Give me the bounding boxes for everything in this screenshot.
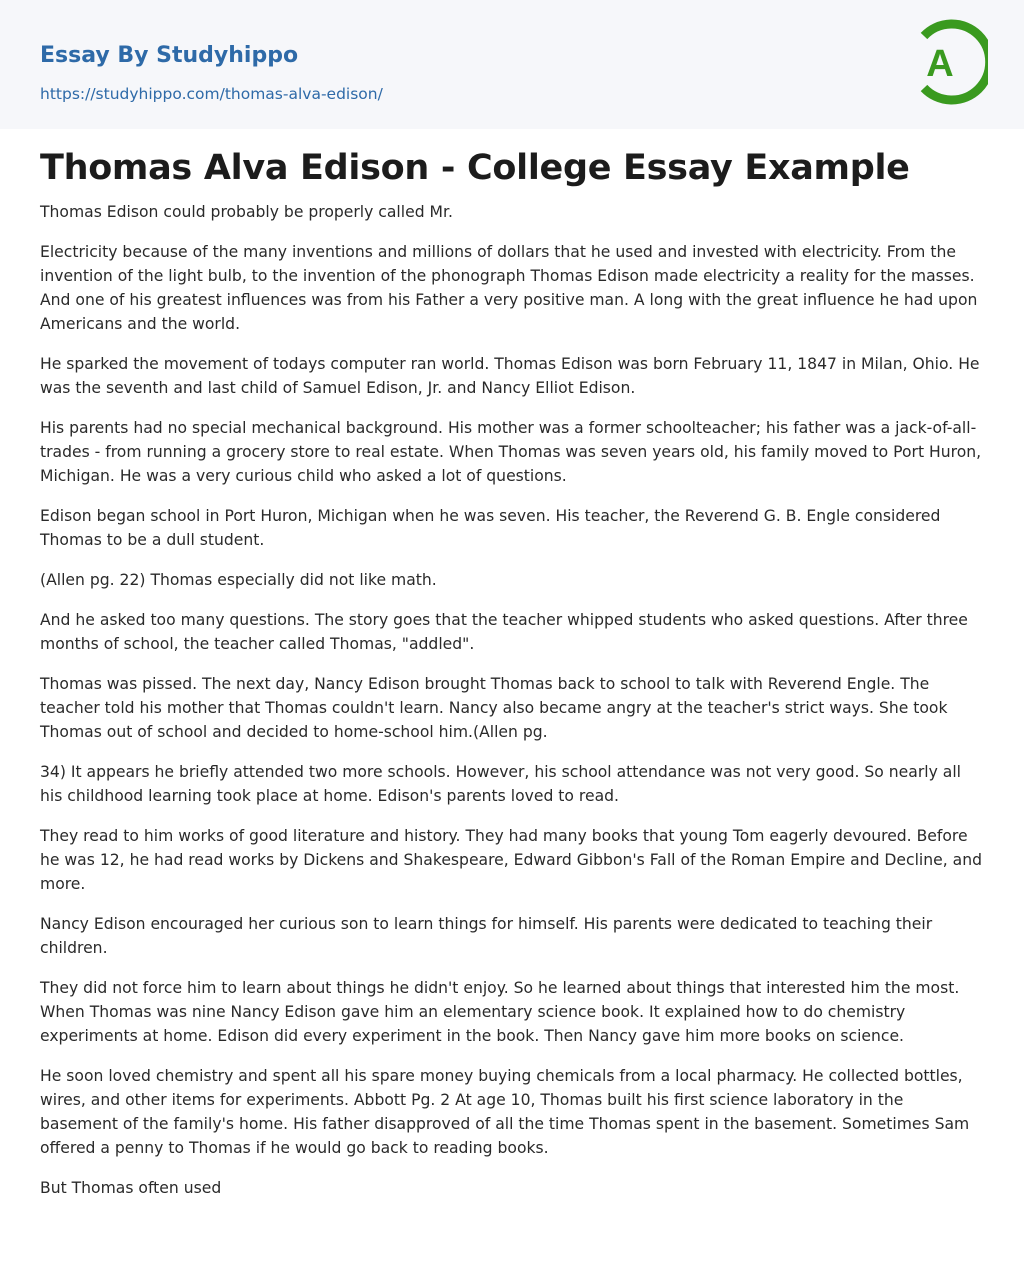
- essay-paragraph: Thomas Edison could probably be properly called Mr.: [40, 203, 453, 221]
- essay-paragraph: (Allen pg. 22) Thomas especially did not like math.: [40, 571, 437, 589]
- essay-paragraph: And he asked too many questions. The story goes that the teacher whipped students who asked questions. After three months of school, the teacher called Thomas, "addled".: [40, 611, 968, 653]
- essay-paragraph: Thomas was pissed. The next day, Nancy Edison brought Thomas back to school to talk with Reverend Engle. The teacher told his mother that Thomas couldn't learn. Nancy also became angry at the teacher's strict ways. She took Thomas out of school and decided to home-school him.(Allen pg.: [40, 675, 948, 741]
- site-brand-link[interactable]: Essay By Studyhippo: [40, 43, 299, 68]
- site-header: [0, 0, 1024, 129]
- essay-paragraph: Edison began school in Port Huron, Michigan when he was seven. His teacher, the Reverend G. B. Engle considered Thomas to be a dull student.: [40, 507, 941, 549]
- essay-body: [40, 200, 985, 1216]
- essay-paragraph: He soon loved chemistry and spent all his spare money buying chemicals from a local pharmacy. He collected bottles, wires, and other items for experiments. Abbott Pg. 2 At age 10, Thomas built his first science laboratory in the basement of the family's home. His father disapproved of all the time Thomas spent in the basement. Sometimes Sam offered a penny to Thomas if he would go back to reading books.: [40, 1067, 970, 1157]
- source-url-link[interactable]: https://studyhippo.com/thomas-alva-edison/: [40, 85, 383, 103]
- essay-paragraph: Nancy Edison encouraged her curious son to learn things for himself. His parents were dedicated to teaching their children.: [40, 915, 933, 957]
- essay-paragraph: He sparked the movement of todays computer ran world. Thomas Edison was born February 11, 1847 in Milan, Ohio. He was the seventh and last child of Samuel Edison, Jr. and Nancy Elliot Edison.: [40, 355, 980, 397]
- studyhippo-logo-icon[interactable]: [912, 18, 988, 106]
- essay-paragraph: But Thomas often used: [40, 1179, 222, 1197]
- essay-paragraph: His parents had no special mechanical background. His mother was a former schoolteacher; his father was a jack-of-all-trades - from running a grocery store to real estate. When Thomas was seven years old, his family moved to Port Huron, Michigan. He was a very curious child who asked a lot of questions.: [40, 419, 982, 485]
- logo-letter: A: [926, 43, 954, 85]
- essay-paragraph: 34) It appears he briefly attended two more schools. However, his school attendance was not very good. So nearly all his childhood learning took place at home. Edison's parents loved to read.: [40, 763, 961, 805]
- essay-paragraph: Electricity because of the many inventions and millions of dollars that he used and invested with electricity. From the invention of the light bulb, to the invention of the phonograph Thomas Edison made electricity a reality for the masses. And one of his greatest influences was from his Father a very positive man. A long with the great influence he had upon Americans and the world.: [40, 243, 978, 333]
- essay-paragraph: They did not force him to learn about things he didn't enjoy. So he learned about things that interested him the most. When Thomas was nine Nancy Edison gave him an elementary science book. It explained how to do chemistry experiments at home. Edison did every experiment in the book. Then Nancy gave him more books on science.: [40, 979, 960, 1045]
- essay-title: Thomas Alva Edison - College Essay Example: [40, 148, 910, 188]
- essay-paragraph: They read to him works of good literature and history. They had many books that young Tom eagerly devoured. Before he was 12, he had read works by Dickens and Shakespeare, Edward Gibbon's Fall of the Roman Empire and Decline, and more.: [40, 827, 982, 893]
